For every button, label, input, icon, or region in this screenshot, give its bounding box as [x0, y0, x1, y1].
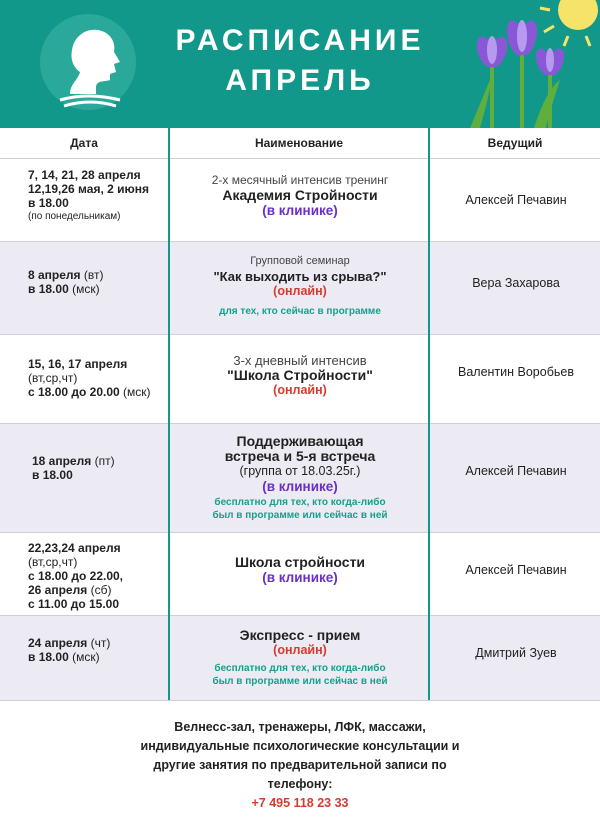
column-header-date: Дата: [0, 128, 168, 158]
date-cell: 18 апреля (пт) в 18.00: [32, 454, 115, 482]
date-cell: 7, 14, 21, 28 апреля 12,19,26 мая, 2 июня в 18.00 (по понедельникам): [28, 168, 149, 222]
crocus-flowers-illustration: [450, 0, 600, 128]
event-name-cell: Групповой семинар "Как выходить из срыва?" (онлайн) для тех, кто сейчас в программе: [213, 255, 387, 317]
date-cell: 15, 16, 17 апреля (вт,ср,чт) с 18.00 до 20.00 (мск): [28, 357, 151, 399]
footer-line: индивидуальные психологические консультации и: [140, 739, 460, 753]
title-schedule: РАСПИСАНИЕ: [175, 24, 425, 57]
event-name-cell: Поддерживающая встреча и 5-я встреча (группа от 18.03.25г.) (в клинике) бесплатно для тех, кто когда-либо был в программе или сейчас в ней: [212, 433, 388, 521]
footer-line: телефону:: [267, 777, 333, 791]
column-divider: [168, 128, 170, 700]
header-banner: [0, 0, 600, 128]
date-cell: 8 апреля (вт) в 18.00 (мск): [28, 268, 104, 296]
event-name-cell: 3-х дневный интенсив "Школа Стройности" (онлайн): [227, 353, 373, 397]
event-name-cell: Школа стройности (в клинике): [234, 554, 366, 585]
table-row: [0, 533, 600, 615]
host-cell: Алексей Печавин: [465, 464, 567, 478]
divider: [0, 700, 600, 701]
table-row: [0, 159, 600, 241]
column-divider: [428, 128, 430, 700]
host-cell: Вера Захарова: [472, 276, 560, 290]
event-name-cell: Экспресс - прием (онлайн) бесплатно для тех, кто когда-либо был в программе или сейчас в ней: [212, 627, 388, 687]
title-month: АПРЕЛЬ: [225, 64, 375, 97]
column-header-lead: Ведущий: [430, 128, 600, 158]
table-row: [0, 424, 600, 532]
footer-info: [0, 718, 600, 813]
host-cell: Алексей Печавин: [465, 193, 567, 207]
profile-silhouette-logo: [40, 14, 136, 110]
phone-number[interactable]: +7 495 118 23 33: [251, 796, 349, 810]
host-cell: Дмитрий Зуев: [475, 646, 557, 660]
table-row: [0, 335, 600, 423]
table-row: [0, 616, 600, 700]
date-cell: 24 апреля (чт) в 18.00 (мск): [28, 636, 111, 664]
column-header-name: Наименование: [170, 128, 428, 158]
footer-line: Велнесс-зал, тренажеры, ЛФК, массажи,: [174, 720, 426, 734]
event-name-cell: 2-х месячный интенсив тренинг Академия Стройности (в клинике): [211, 173, 389, 218]
schedule-table: [0, 128, 600, 700]
footer-line: другие занятия по предварительной записи по: [153, 758, 447, 772]
host-cell: Валентин Воробьев: [458, 365, 574, 379]
head-silhouette-icon: [40, 14, 136, 110]
host-cell: Алексей Печавин: [465, 563, 567, 577]
date-cell: 22,23,24 апреля (вт,ср,чт) с 18.00 до 22.00, 26 апреля (сб) с 11.00 до 15.00: [28, 541, 124, 611]
table-row: [0, 242, 600, 334]
